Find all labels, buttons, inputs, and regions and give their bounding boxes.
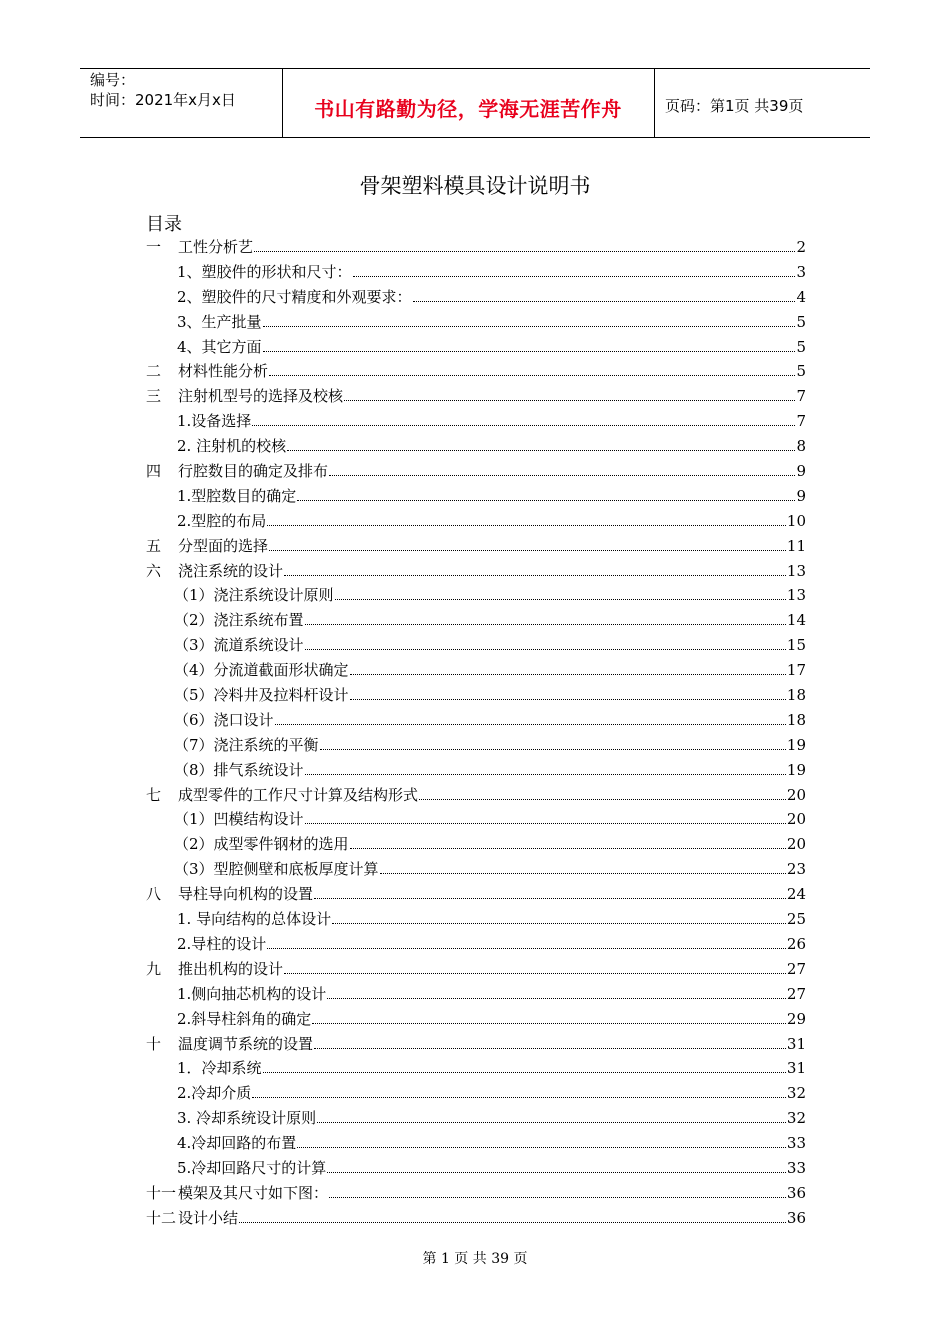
toc-entry-number: 十一 <box>146 1183 177 1202</box>
toc-entry[interactable] <box>146 434 806 459</box>
toc-dot-leader <box>252 425 795 426</box>
toc-entry-title: 4、其它方面 <box>177 337 262 356</box>
toc-entry[interactable] <box>146 310 806 335</box>
toc-entry-title: （7）浇注系统的平衡 <box>174 735 319 754</box>
toc-entry[interactable] <box>146 1181 806 1206</box>
toc-dot-leader <box>263 326 796 327</box>
toc-dot-leader <box>297 1147 786 1148</box>
toc-entry-title: （6）浇口设计 <box>174 710 274 729</box>
toc-entry-title: 1．冷却系统 <box>177 1059 262 1078</box>
toc-entry[interactable] <box>146 783 806 808</box>
toc-entry-page: 13 <box>786 586 806 605</box>
toc-entry-page: 9 <box>796 462 806 481</box>
toc-dot-leader <box>350 674 786 675</box>
toc-entry-page: 2 <box>796 238 806 256</box>
toc-entry-title: 分型面的选择 <box>178 536 269 555</box>
toc-dot-leader <box>267 948 786 949</box>
header-left-cell <box>80 69 283 137</box>
header-motto: 书山有路勤为径，学海无涯苦作舟 <box>314 97 622 121</box>
toc-entry[interactable] <box>146 1081 806 1106</box>
toc-entry-page: 25 <box>786 910 806 929</box>
toc-entry-page: 18 <box>786 710 806 729</box>
document-title: 骨架塑料模具设计说明书 <box>359 174 591 198</box>
toc-entry-title: （8）排气系统设计 <box>174 760 304 779</box>
toc-dot-leader <box>329 1197 786 1198</box>
toc-entry[interactable] <box>146 758 806 783</box>
toc-entry[interactable] <box>146 583 806 608</box>
toc-entry-title: （1）凹模结构设计 <box>174 810 304 829</box>
toc-entry-title: （2）浇注系统布置 <box>174 611 304 630</box>
toc-dot-leader <box>284 575 786 576</box>
toc-entry-number: 一 <box>146 238 162 256</box>
toc-entry[interactable] <box>146 633 806 658</box>
table-of-contents <box>146 235 806 1231</box>
toc-dot-leader <box>419 799 786 800</box>
toc-dot-leader <box>269 375 795 376</box>
toc-entry-title: 4.冷却回路的布置 <box>177 1134 297 1153</box>
toc-entry-page: 27 <box>786 959 806 978</box>
toc-entry-title: 2.导柱的设计 <box>177 934 267 953</box>
toc-entry-page: 20 <box>786 810 806 829</box>
toc-entry-page: 15 <box>786 636 806 655</box>
toc-dot-leader <box>350 848 786 849</box>
toc-entry-title: 2.斜导柱斜角的确定 <box>177 1009 312 1028</box>
toc-entry-title: 设计小结 <box>178 1208 239 1227</box>
toc-entry[interactable] <box>146 807 806 832</box>
toc-entry-number: 八 <box>146 885 162 904</box>
header-right-cell <box>655 69 870 137</box>
toc-entry[interactable] <box>146 1131 806 1156</box>
toc-dot-leader <box>327 1172 786 1173</box>
toc-entry-title: （4）分流道截面形状确定 <box>174 661 349 680</box>
toc-entry-number: 九 <box>146 959 162 978</box>
toc-entry-title: 导柱导向机构的设置 <box>178 885 314 904</box>
toc-dot-leader <box>305 649 786 650</box>
toc-entry-page: 10 <box>786 511 806 530</box>
toc-entry[interactable] <box>146 832 806 857</box>
toc-entry-title: 1.型腔数目的确定 <box>177 486 297 505</box>
toc-dot-leader <box>284 973 786 974</box>
toc-dot-leader <box>353 276 796 277</box>
toc-dot-leader <box>305 823 786 824</box>
toc-entry-title: 行腔数目的确定及排布 <box>178 462 329 481</box>
toc-entry-title: 3. 冷却系统设计原则 <box>177 1109 317 1128</box>
toc-entry[interactable] <box>146 260 806 285</box>
toc-entry[interactable] <box>146 384 806 409</box>
toc-entry-title: 2. 注射机的校核 <box>177 437 287 456</box>
toc-entry-title: 温度调节系统的设置 <box>178 1034 314 1053</box>
toc-entry-title: 浇注系统的设计 <box>178 561 284 580</box>
toc-entry-title: 1. 导向结构的总体设计 <box>177 910 332 929</box>
toc-entry-page: 7 <box>796 387 806 406</box>
toc-entry-page: 19 <box>786 760 806 779</box>
toc-entry[interactable] <box>146 907 806 932</box>
toc-entry-title: 2.型腔的布局 <box>177 511 267 530</box>
toc-dot-leader <box>335 599 786 600</box>
toc-entry-page: 26 <box>786 934 806 953</box>
toc-entry-page: 33 <box>786 1158 806 1177</box>
toc-entry-page: 29 <box>786 1009 806 1028</box>
header-middle-cell <box>282 69 655 137</box>
toc-entry-page: 9 <box>796 486 806 505</box>
page-header <box>80 68 870 138</box>
toc-entry-title: （1）浇注系统设计原则 <box>174 586 334 605</box>
page-footer: 第 1 页 共 39 页 <box>422 1251 528 1267</box>
toc-dot-leader <box>314 1048 786 1049</box>
toc-dot-leader <box>305 624 786 625</box>
toc-dot-leader <box>327 998 786 999</box>
toc-entry-page: 5 <box>796 362 806 381</box>
toc-entry-title: 5.冷却回路尺寸的计算 <box>177 1158 327 1177</box>
toc-entry-number: 七 <box>146 785 162 804</box>
toc-entry-page: 8 <box>796 437 806 456</box>
toc-entry-title: 3、生产批量 <box>177 312 262 331</box>
toc-dot-leader <box>269 550 786 551</box>
toc-entry-page: 4 <box>796 287 806 306</box>
toc-entry[interactable] <box>146 658 806 683</box>
toc-dot-leader <box>305 774 786 775</box>
toc-entry-page: 31 <box>786 1034 806 1053</box>
toc-entry-number: 五 <box>146 536 162 555</box>
toc-entry[interactable] <box>146 559 806 584</box>
toc-entry[interactable] <box>146 534 806 559</box>
toc-entry-page: 5 <box>796 337 806 356</box>
toc-entry-number: 六 <box>146 561 162 580</box>
toc-entry-page: 18 <box>786 686 806 705</box>
toc-entry[interactable] <box>146 335 806 360</box>
toc-dot-leader <box>329 475 795 476</box>
toc-entry-page: 36 <box>786 1183 806 1202</box>
toc-entry-title: （2）成型零件钢材的选用 <box>174 835 349 854</box>
toc-entry-page: 13 <box>786 561 806 580</box>
toc-dot-leader <box>320 749 786 750</box>
toc-dot-leader <box>267 525 786 526</box>
toc-dot-leader <box>239 1222 786 1223</box>
toc-entry-number: 二 <box>146 362 162 381</box>
toc-entry-title: 2.冷却介质 <box>177 1084 252 1103</box>
toc-entry[interactable] <box>146 708 806 733</box>
toc-entry-number: 十二 <box>146 1208 177 1227</box>
toc-entry[interactable] <box>146 857 806 882</box>
toc-entry-number: 四 <box>146 462 162 481</box>
toc-entry-page: 5 <box>796 312 806 331</box>
toc-entry-page: 19 <box>786 735 806 754</box>
toc-entry[interactable] <box>146 1007 806 1032</box>
toc-entry[interactable] <box>146 882 806 907</box>
toc-dot-leader <box>263 1072 786 1073</box>
toc-entry[interactable] <box>146 683 806 708</box>
toc-dot-leader <box>317 1122 786 1123</box>
toc-entry-number: 三 <box>146 387 162 406</box>
toc-entry-page: 23 <box>786 860 806 879</box>
toc-entry-title: 工性分析艺 <box>178 238 254 256</box>
toc-entry-title: 成型零件的工作尺寸计算及结构形式 <box>178 785 419 804</box>
toc-entry[interactable] <box>146 608 806 633</box>
document-time-label: 时间：2021年x月x日 <box>90 91 236 109</box>
toc-entry[interactable] <box>146 285 806 310</box>
toc-entry-page: 24 <box>786 885 806 904</box>
toc-entry-title: 模架及其尺寸如下图： <box>178 1183 329 1202</box>
toc-entry[interactable] <box>146 957 806 982</box>
toc-dot-leader <box>314 898 786 899</box>
toc-entry-page: 17 <box>786 661 806 680</box>
toc-dot-leader <box>312 1023 786 1024</box>
toc-entry-title: 1.侧向抽芯机构的设计 <box>177 984 327 1003</box>
toc-entry[interactable] <box>146 409 806 434</box>
toc-entry-title: 2、塑胶件的尺寸精度和外观要求： <box>177 287 412 306</box>
toc-entry[interactable] <box>146 235 806 260</box>
header-page-info: 页码：第1页 共39页 <box>665 97 804 115</box>
toc-entry[interactable] <box>146 1156 806 1181</box>
toc-entry[interactable] <box>146 1056 806 1081</box>
toc-dot-leader <box>252 1097 786 1098</box>
toc-entry[interactable] <box>146 459 806 484</box>
document-number-label: 编号： <box>90 71 136 89</box>
toc-dot-leader <box>350 699 786 700</box>
toc-entry-number: 十 <box>146 1034 162 1053</box>
toc-dot-leader <box>254 251 795 252</box>
toc-entry[interactable] <box>146 982 806 1007</box>
toc-entry-page: 11 <box>786 536 806 555</box>
toc-dot-leader <box>380 873 786 874</box>
toc-entry[interactable] <box>146 932 806 957</box>
toc-entry-title: 推出机构的设计 <box>178 959 284 978</box>
toc-dot-leader <box>287 450 795 451</box>
toc-entry[interactable] <box>146 1106 806 1131</box>
toc-entry[interactable] <box>146 1032 806 1057</box>
toc-entry[interactable] <box>146 509 806 534</box>
toc-entry[interactable] <box>146 1206 806 1231</box>
toc-entry-page: 14 <box>786 611 806 630</box>
toc-heading: 目录 <box>146 214 182 235</box>
toc-entry-title: （5）冷料井及拉料杆设计 <box>174 686 349 705</box>
toc-entry-page: 32 <box>786 1084 806 1103</box>
toc-entry-page: 36 <box>786 1208 806 1227</box>
toc-dot-leader <box>332 923 786 924</box>
toc-dot-leader <box>263 351 796 352</box>
toc-entry-page: 33 <box>786 1134 806 1153</box>
toc-entry-page: 20 <box>786 835 806 854</box>
toc-entry[interactable] <box>146 733 806 758</box>
toc-entry-page: 31 <box>786 1059 806 1078</box>
toc-entry-page: 20 <box>786 785 806 804</box>
toc-entry-title: （3）型腔侧壁和底板厚度计算 <box>174 860 379 879</box>
toc-entry-page: 7 <box>796 412 806 431</box>
toc-entry-page: 32 <box>786 1109 806 1128</box>
toc-entry[interactable] <box>146 359 806 384</box>
toc-entry-page: 3 <box>796 262 806 281</box>
toc-entry-title: （3）流道系统设计 <box>174 636 304 655</box>
toc-entry[interactable] <box>146 484 806 509</box>
toc-entry-title: 1、塑胶件的形状和尺寸： <box>177 262 352 281</box>
toc-dot-leader <box>297 500 795 501</box>
toc-entry-title: 材料性能分析 <box>178 362 269 381</box>
toc-entry-title: 注射机型号的选择及校核 <box>178 387 344 406</box>
toc-entry-title: 1.设备选择 <box>177 412 252 431</box>
toc-dot-leader <box>275 724 786 725</box>
toc-dot-leader <box>344 400 795 401</box>
toc-dot-leader <box>413 301 796 302</box>
toc-entry-page: 27 <box>786 984 806 1003</box>
